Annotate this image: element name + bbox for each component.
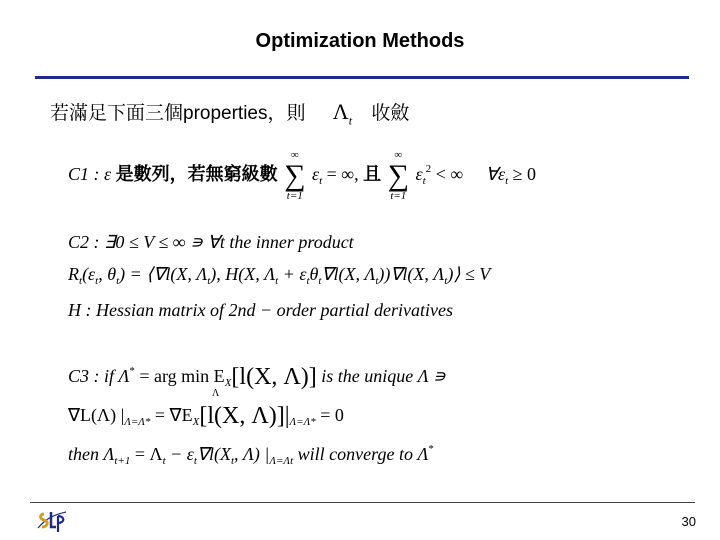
c2-grad-1: ) = ⟨∇l(X, Λ [119, 264, 208, 284]
c1-sum2-lower: t=1 [390, 190, 407, 202]
c1-term2-sup: 2 [425, 163, 432, 176]
c3-equals-zero: = 0 [315, 405, 344, 425]
c2-r: R [68, 264, 79, 284]
c3-x-sub: t [230, 455, 235, 467]
c1-summation-2 [388, 150, 409, 202]
c2-grad-2: ∇l(X, Λ [321, 264, 376, 284]
c2-theta: , θ [98, 264, 117, 284]
c3-unique: is the unique Λ ∍ [316, 366, 446, 386]
c1-sum1-upper: ∞ [290, 149, 299, 161]
c2-hessian: ), H(X, Λ [210, 264, 276, 284]
condition-c1 [68, 150, 536, 202]
condition-c2-line2 [68, 264, 490, 287]
intro-lambda-symbol: Λ [332, 99, 349, 124]
c3-eps: − ε [165, 444, 194, 464]
page-number: 30 [681, 514, 696, 529]
c3-converge: will converge to Λ [293, 444, 429, 464]
c2-eps-sub: t [95, 275, 99, 287]
intro-suffix: 收斂 [371, 103, 410, 124]
c2-bound: )⟩ ≤ V [447, 264, 491, 284]
c1-sum1-lower: t=1 [286, 190, 303, 202]
condition-c3-line3 [68, 443, 434, 467]
intro-lambda-subscript: t [348, 113, 353, 128]
sigma-symbol: ∑ [284, 159, 306, 192]
c3-argmin: = arg min E [134, 366, 225, 386]
c3-expect-sub: X [224, 377, 232, 389]
footer-divider [30, 502, 695, 503]
c1-term1-sub: t [319, 175, 323, 188]
c1-sum2-upper: ∞ [394, 149, 403, 161]
slide-title: Optimization Methods [255, 30, 465, 52]
c1-term1: ε [311, 164, 320, 185]
c2-eps: (ε [82, 264, 96, 284]
c3-loss-2-sub: Λ=Λ* [289, 416, 316, 428]
c2-r-sub: t [79, 275, 83, 287]
intro-prefix: 若滿足下面三個properties，則 [50, 103, 306, 124]
c1-text-2: 且 [363, 164, 382, 186]
c3-lambda-t: = Λ [130, 444, 163, 464]
c3-argmin-under: Λ [212, 388, 220, 399]
condition-c2-line3 [68, 300, 453, 321]
c1-term2: ε [415, 164, 423, 185]
intro-lambda [332, 99, 353, 128]
c2-line3-text: H : Hessian matrix of 2nd − order partial derivatives [68, 300, 453, 320]
condition-c3-line2 [68, 403, 344, 430]
c2-eps-sub-2: t [306, 275, 310, 287]
c3-then-sub: t+1 [114, 455, 131, 467]
c1-forall-sub: t [505, 175, 509, 188]
c2-eps-2: + ε [278, 264, 307, 284]
c2-lambda-sub-4: t [444, 275, 448, 287]
c1-term2-sub: t [422, 175, 426, 188]
c2-lambda-sub-1: t [207, 275, 211, 287]
c1-summation-1 [284, 150, 305, 202]
c3-if: C3 : if Λ [68, 366, 130, 386]
c2-theta-sub: t [116, 275, 120, 287]
c2-lambda-sub-2: t [275, 275, 279, 287]
c3-lambda-eval: , Λ) | [234, 444, 270, 464]
c3-grad-L: ∇L(Λ) | [68, 405, 125, 425]
c3-lambda-t-sub: t [162, 455, 166, 467]
c3-star: * [129, 365, 135, 377]
c3-eps-sub: t [193, 455, 197, 467]
c1-lead: C1 : ε [68, 164, 112, 185]
sigma-symbol: ∑ [387, 159, 410, 192]
c3-grad-L-sub: Λ=Λ* [124, 416, 151, 428]
c2-theta-2: θ [309, 264, 319, 284]
c1-less-infinity: < ∞ [435, 164, 464, 185]
c3-converge-star: * [428, 443, 434, 455]
title-divider [35, 76, 689, 79]
slp-logo [34, 508, 68, 536]
c3-grad-E: = ∇E [150, 405, 193, 425]
c3-loss-2: [l(X, Λ)]| [199, 403, 290, 429]
c1-forall: ∀ε [485, 164, 506, 185]
c1-text-1: 是數列，若無窮級數 [115, 164, 278, 186]
c3-eval-sub: Λ=Λt [269, 455, 294, 467]
intro-line [50, 98, 409, 128]
c2-theta-sub-2: t [318, 275, 322, 287]
condition-c3-line1 [68, 364, 446, 391]
c2-lambda-sub-3: t [375, 275, 379, 287]
c2-grad-3: ))∇l(X, Λ [378, 264, 445, 284]
c3-grad-l: ∇l(X [196, 444, 231, 464]
c1-equals-infinity: = ∞, [326, 164, 359, 185]
c3-loss: [l(X, Λ)] [231, 364, 317, 390]
c2-line1-text: C2 : ∃0 ≤ V ≤ ∞ ∍ ∀t the inner product [68, 232, 354, 252]
c3-then: then Λ [68, 444, 115, 464]
condition-c2-line1 [68, 232, 354, 253]
c3-grad-E-sub: X [192, 416, 200, 428]
c1-geq-zero: ≥ 0 [512, 164, 537, 185]
